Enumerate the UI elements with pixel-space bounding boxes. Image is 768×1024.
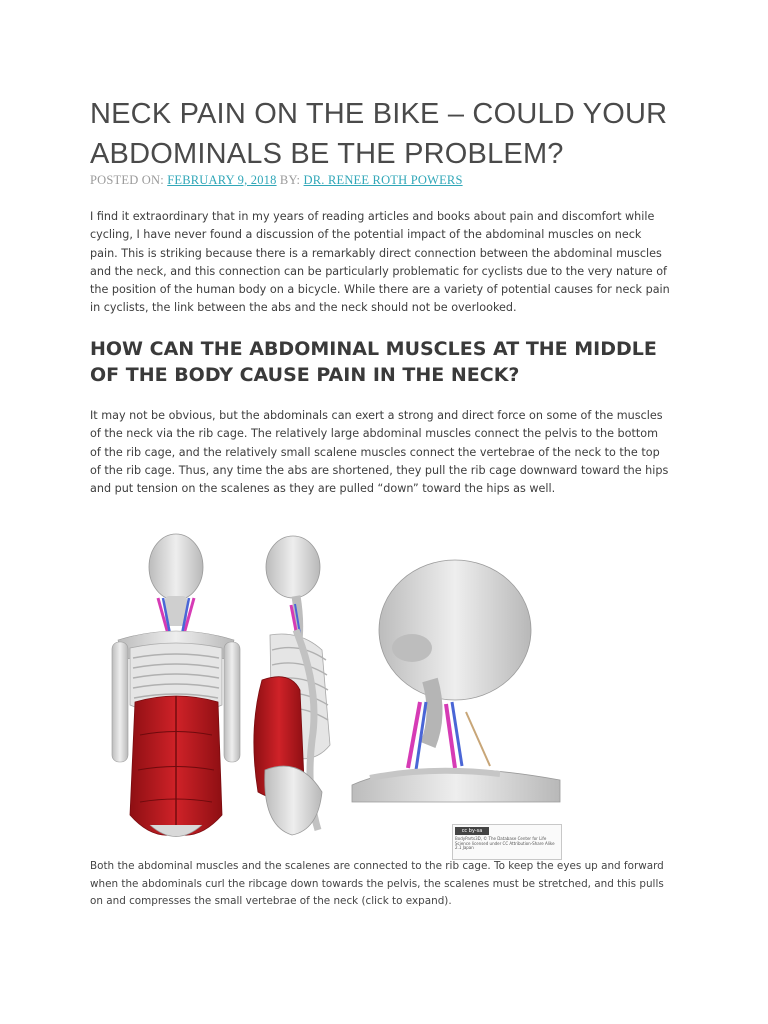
anatomy-figure[interactable] bbox=[0, 530, 768, 860]
article-title: NECK PAIN ON THE BIKE – COULD YOUR ABDOMINALS BE THE PROBLEM? bbox=[90, 98, 668, 170]
intro-paragraph: I find it extraordinary that in my years of reading articles and books about pain and discomfort while cycling, I have never found a discussion of the potential impact of the abdominal muscles on neck pain. This is striking because there is a remarkably direct connection between the abdominal muscles and the neck, and this connection can be particularly problematic for cyclists due to the very nature of the position of the human body on a bicycle. While there are a variety of potential causes for neck pain in cyclists, the link between the abs and the neck should not be overlooked. bbox=[90, 210, 670, 315]
license-text: BodyParts3D, © The Database Center for Life Science licensed under CC Attribution-Share Alike 2.1 Japan bbox=[455, 836, 555, 851]
front-view-skeleton bbox=[112, 534, 240, 837]
anatomy-illustration[interactable] bbox=[0, 530, 768, 860]
figure-caption: Both the abdominal muscles and the scalenes are connected to the rib cage. To keep the eyes up and forward when the abdominals curl the ribcage down towards the pelvis, the scalenes must be stretched, and this pulls on and compresses the small vertebrae of the neck (click to expand). bbox=[90, 860, 664, 907]
neck-closeup bbox=[352, 560, 560, 802]
section-heading: HOW CAN THE ABDOMINAL MUSCLES AT THE MIDDLE OF THE BODY CAUSE PAIN IN THE NECK? bbox=[90, 338, 657, 386]
post-meta bbox=[90, 173, 690, 188]
posted-on-label: POSTED ON: bbox=[90, 173, 164, 187]
side-view-skeleton bbox=[254, 536, 330, 835]
by-label: BY: bbox=[279, 173, 301, 187]
license-notice[interactable] bbox=[452, 824, 562, 860]
body-paragraph: It may not be obvious, but the abdominals can exert a strong and direct force on some of the muscles of the neck via the rib cage. The relatively large abdominal muscles connect the pelvis to the bottom of the rib cage, and the relatively small scalene muscles connect the vertebrae of the neck to the top of the rib cage. Thus, any time the abs are shortened, they pull the rib cage downward toward the hips and put tension on the scalenes as they are pulled “down” toward the hips as well. bbox=[90, 409, 669, 496]
post-date-link[interactable]: FEBRUARY 9, 2018 bbox=[167, 173, 277, 187]
cc-badge: cc by-sa bbox=[455, 827, 489, 835]
author-link[interactable]: DR. RENEE ROTH POWERS bbox=[303, 173, 463, 187]
